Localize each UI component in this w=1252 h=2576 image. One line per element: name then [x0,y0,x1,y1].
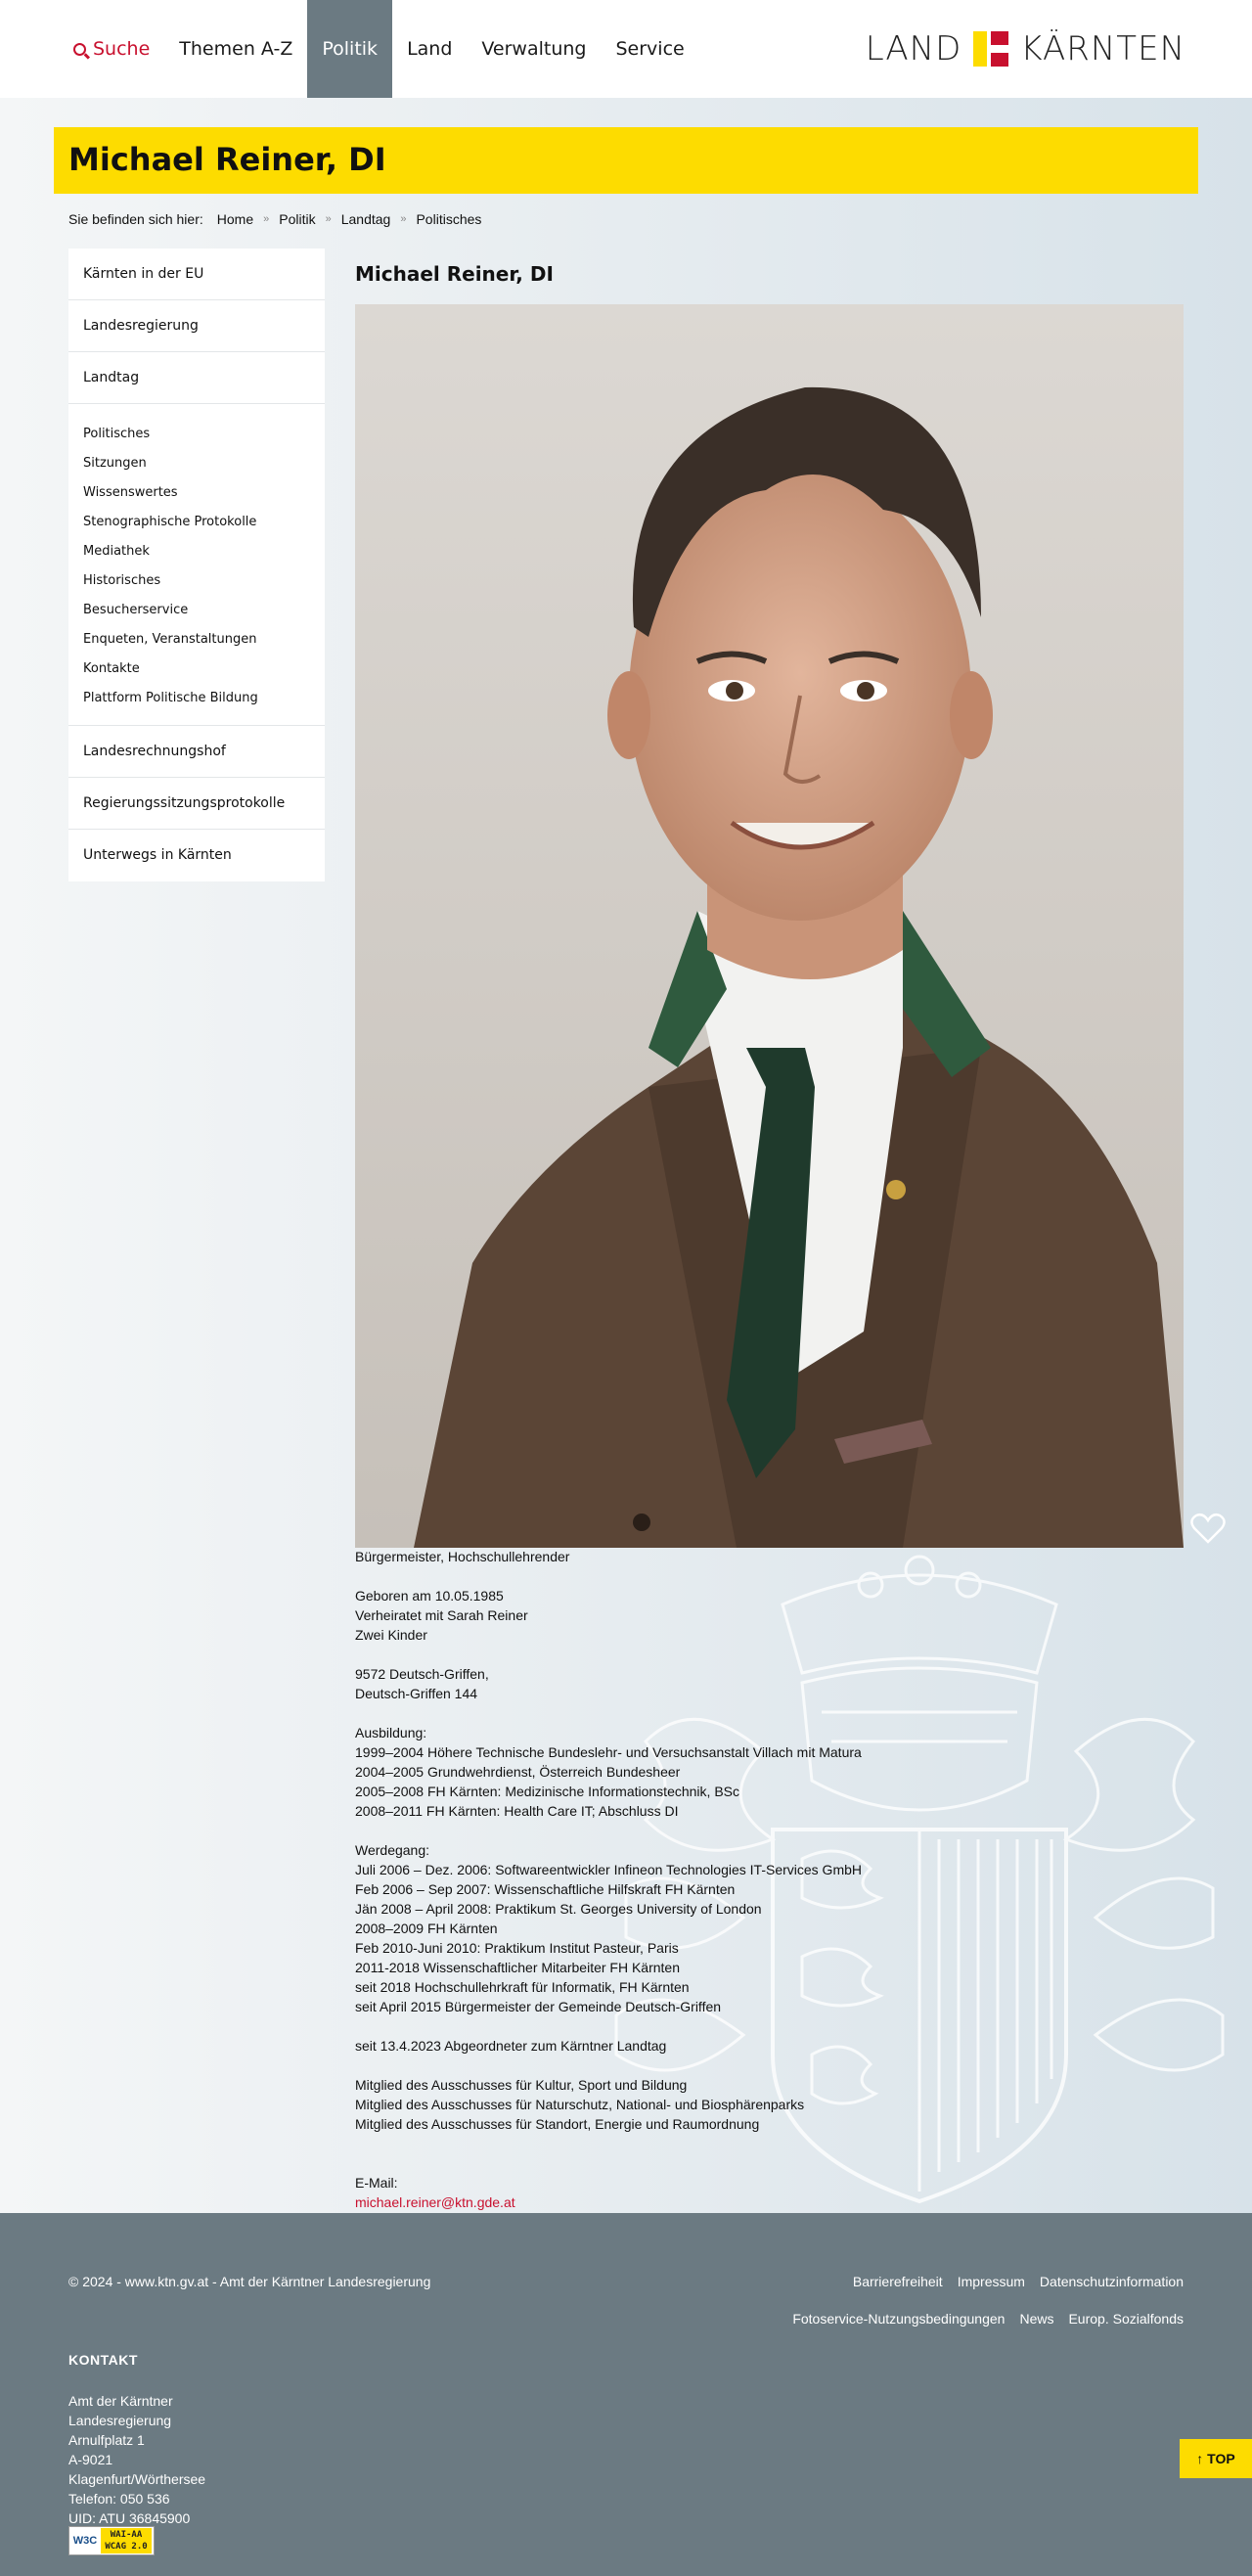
footer-link-datenschutz[interactable]: Datenschutzinformation [1039,2274,1184,2289]
footer-link-fotoservice[interactable]: Fotoservice-Nutzungsbedingungen [792,2311,1006,2327]
breadcrumb [68,211,481,227]
sidebar-sublist [68,404,325,726]
sidebar-subitem-besucherservice[interactable]: Besucherservice [83,603,189,617]
sidebar-subitem-protokolle[interactable]: Stenographische Protokolle [83,515,257,529]
breadcrumb-chevron-icon: » [400,213,407,225]
sidebar-subitem-historisches[interactable]: Historisches [83,573,161,588]
back-to-top-button[interactable]: ↑ TOP [1180,2439,1252,2478]
wcag-line2: WCAG 2.0 [105,2542,148,2552]
nav-verwaltung[interactable]: Verwaltung [481,38,587,60]
sidebar-subitem-plattform[interactable]: Plattform Politische Bildung [83,691,258,705]
bio-committees: Mitglied des Ausschusses für Kultur, Sport und Bildung Mitglied des Ausschusses für Naturschutz, National- und Biosphärenparks Mitglied des Ausschusses für Standort, Energie und Raumordnung [355,2077,805,2132]
sidebar-subitem-enqueten[interactable]: Enqueten, Veranstaltungen [83,632,257,647]
sidebar-item-eu[interactable]: Kärnten in der EU [68,249,325,300]
portrait-illustration-icon [355,304,1184,1548]
nav-politik[interactable]: Politik [307,0,392,98]
bio-address: 9572 Deutsch-Griffen, Deutsch-Griffen 144 [355,1666,489,1701]
footer-kontakt-title: KONTAKT [68,2352,138,2368]
wcag-level [101,2528,152,2553]
bio-email-line [355,2153,1185,2212]
sidebar-item-landesrechnungshof[interactable]: Landesrechnungshof [68,726,325,778]
logo-mark-icon [973,31,1008,67]
portrait-photo [355,304,1184,1548]
nav-search[interactable] [59,0,164,98]
footer-kontakt-address: Amt der Kärntner Landesregierung Arnulfplatz 1 A-9021 Klagenfurt/Wörthersee Telefon: 050 536 UID: ATU 36845900 [68,2393,206,2526]
logo-text-left: LAND [865,29,962,68]
page-title: Michael Reiner, DI [68,141,386,178]
breadcrumb-chevron-icon: » [325,213,332,225]
bio-email-label: E-Mail: [355,2175,398,2191]
main-nav [59,0,699,98]
sidebar-subitem-politisches[interactable]: Politisches [83,427,151,441]
breadcrumb-prefix: Sie befinden sich hier: [68,211,203,227]
nav-search-label: Suche [93,38,151,60]
footer-link-news[interactable]: News [1019,2311,1054,2327]
content-section [355,262,1185,2210]
sidebar-subitem-sitzungen[interactable]: Sitzungen [83,456,147,471]
breadcrumb-politik[interactable]: Politik [279,211,316,227]
nav-land[interactable]: Land [407,38,453,60]
wcag-line1: WAI-AA [110,2530,143,2540]
breadcrumb-politisches[interactable]: Politisches [416,211,482,227]
bio-landtag: seit 13.4.2023 Abgeordneter zum Kärntner Landtag [355,2038,667,2054]
logo-text-right: KÄRNTEN [1020,29,1185,68]
sidebar-nav [68,249,325,881]
sidebar-item-landtag[interactable]: Landtag [68,352,325,404]
footer-link-barrierefreiheit[interactable]: Barrierefreiheit [852,2274,943,2289]
footer-link-sozialfonds[interactable]: Europ. Sozialfonds [1068,2311,1184,2327]
site-header [0,0,1252,98]
bio-text [355,1547,1185,2212]
footer-link-impressum[interactable]: Impressum [957,2274,1025,2289]
sidebar-item-unterwegs[interactable]: Unterwegs in Kärnten [83,847,232,863]
page-title-bar [54,127,1198,194]
nav-themen[interactable]: Themen A-Z [179,38,293,60]
sidebar-item-landesregierung[interactable]: Landesregierung [68,300,325,352]
bio-career: Werdegang: Juli 2006 – Dez. 2006: Softwareentwickler Infineon Technologies IT-Services GmbH Feb 2006 – Sep 2007: Wissenschaftliche Hilfskraft FH Kärnten Jän 2008 – April 2008: Praktikum St. Georges University of London 2008–2009 FH Kärnten Feb 2010-Juni 2010: Praktikum Institut Pasteur, Paris 2011-2018 Wissenschaftlicher Mitarbeiter FH Kärnten seit 2018 Hochschullehrkraft für Informatik, FH Kärnten seit April 2015 Bürgermeister der Gemeinde Deutsch-Griffen [355,1842,863,2014]
w3c-logo-icon: W3C [72,2535,98,2547]
breadcrumb-home[interactable]: Home [216,211,254,227]
search-icon [73,43,86,56]
heart-icon[interactable] [1188,1509,1228,1548]
content-title: Michael Reiner, DI [355,262,554,286]
sidebar-subitem-mediathek[interactable]: Mediathek [83,544,150,559]
sidebar-item-regierungssitzungsprotokolle[interactable]: Regierungssitzungsprotokolle [68,778,325,830]
footer-copyright: © 2024 - www.ktn.gv.at - Amt der Kärntner Landesregierung [68,2274,431,2289]
site-footer [0,2213,1252,2576]
nav-service[interactable]: Service [615,38,685,60]
main-area [0,98,1252,2213]
wcag-badge[interactable] [68,2526,155,2555]
bio-personal: Geboren am 10.05.1985 Verheiratet mit Sarah Reiner Zwei Kinder [355,1588,528,1643]
bio-education: Ausbildung: 1999–2004 Höhere Technische Bundeslehr- und Versuchsanstalt Villach mit Matura 2004–2005 Grundwehrdienst, Österreich Bundesheer 2005–2008 FH Kärnten: Medizinische Informationstechnik, BSc 2008–2011 FH Kärnten: Health Care IT; Abschluss DI [355,1725,862,1819]
bio-role: Bürgermeister, Hochschullehrender [355,1549,570,1564]
site-logo[interactable] [866,29,1185,68]
breadcrumb-chevron-icon: » [263,213,270,225]
email-link[interactable]: michael.reiner@ktn.gde.at [355,2194,515,2210]
breadcrumb-landtag[interactable]: Landtag [340,211,391,227]
sidebar-subitem-wissenswertes[interactable]: Wissenswertes [83,485,178,500]
footer-links [773,2274,1184,2348]
sidebar-subitem-kontakte[interactable]: Kontakte [83,661,140,676]
